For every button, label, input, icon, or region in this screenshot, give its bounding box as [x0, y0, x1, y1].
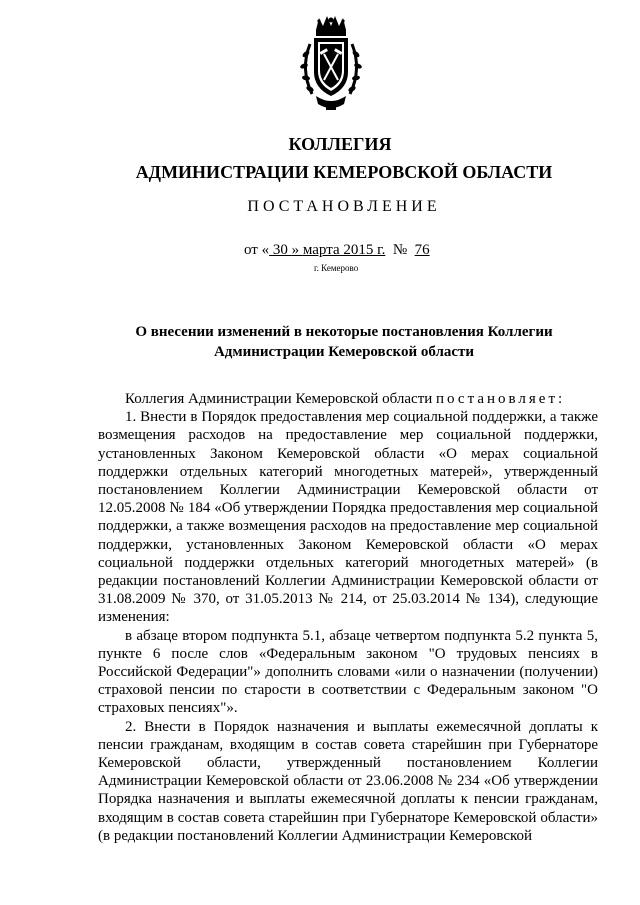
title-line2: Администрации Кемеровской области: [213, 344, 475, 360]
org-name-line2: АДМИНИСТРАЦИИ КЕМЕРОВСКОЙ ОБЛАСТИ: [135, 162, 553, 182]
kemerovo-oblast-coat-of-arms-icon: [296, 14, 366, 114]
title-line1: О внесении изменений в некоторые постановления Коллегии: [135, 324, 553, 340]
document-number: 76: [414, 242, 430, 258]
document-title: [24, 322, 640, 362]
paragraph-2: 2. Внести в Порядок назначения и выплаты ежемесячной доплаты к пенсии гражданам, входящим в состав совета старейшин при Губернаторе Кемеровской области, утвержденный постановлением Коллегии Администрации Кемеровской области от 23.06.2008 № 234 «Об утверждении Порядка назначения и выплаты ежемесячной доплаты к пенсии гражданам, входящим в состав совета старейшин при Губернаторе Кемеровской области» (в редакции постановлений Коллегии Администрации Кемеровской: [98, 718, 598, 844]
intro-paragraph: [98, 390, 598, 408]
intro-main: Коллегия Администрации Кемеровской области: [125, 391, 437, 407]
date-mid: »: [291, 242, 303, 258]
document-city: г. Кемерово: [314, 263, 359, 273]
document-date-line: [244, 242, 430, 259]
date-prefix: от «: [244, 242, 270, 258]
org-name-line1: КОЛЛЕГИЯ: [288, 134, 392, 154]
paragraph-1: 1. Внести в Порядок предоставления мер социальной поддержки, а также возмещения расходов на предоставление мер социальной поддержки, установленных Законом Кемеровской области «О мерах социальной поддержки отдельных категорий многодетных матерей», утвержденный постановлением Коллегии Администрации Кемеровской области от 12.05.2008 № 184 «Об утверждении Порядка предоставления мер социальной поддержки, а также возмещения расходов на предоставление мер социальной поддержки, установленных Законом Кемеровской области «О мерах социальной поддержки отдельных категорий многодетных матерей» (в редакции постановлений Коллегии Администрации Кемеровской области от 31.08.2009 № 370, от 31.05.2013 № 214, от 25.03.2014 № 134), следующие изменения:: [98, 409, 598, 626]
date-day: 30: [269, 242, 292, 258]
date-month-year: марта 2015 г.: [302, 242, 386, 258]
number-label: №: [385, 242, 415, 258]
intro-resolves: постановляет:: [436, 391, 566, 407]
paragraph-1-change: в абзаце втором подпункта 5.1, абзаце четвертом подпункта 5.2 пункта 5, пункте 6 после слов «Федеральным законом "О трудовых пенсиях в Российской Федерации"» дополнить словами «или о назначении (получении) страховой пенсии по старости в соответствии с Федеральным законом "О страховых пенсиях"».: [98, 627, 598, 717]
document-body: [98, 390, 598, 845]
document-type: ПОСТАНОВЛЕНИЕ: [247, 198, 441, 215]
